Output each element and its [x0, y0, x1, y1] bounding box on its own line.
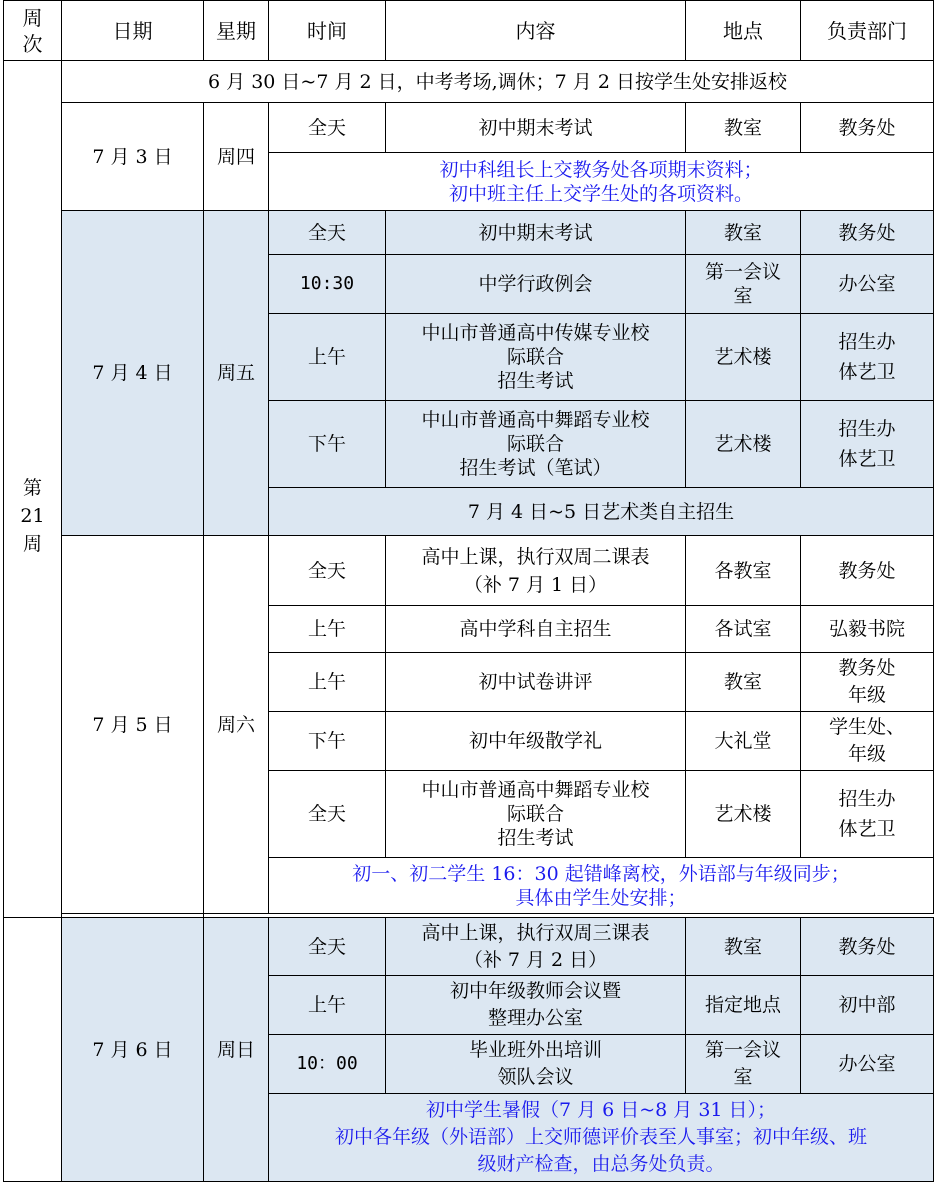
dept-cell: 教务处: [801, 211, 934, 255]
content-cell: 高中上课，执行双周二课表 （补 7 月 1 日）: [386, 536, 686, 606]
week-label: 第 21 周: [4, 61, 62, 972]
day-note: [269, 153, 934, 211]
place-cell: 艺术楼: [686, 401, 801, 488]
place-cell: 艺术楼: [686, 314, 801, 401]
header-content: 内容: [386, 1, 686, 61]
table-row: [4, 536, 934, 606]
note-line: 初中科组长上交教务处各项期末资料；: [439, 158, 763, 181]
dept-cell: 初中部: [801, 976, 934, 1035]
dept-cell: 办公室: [801, 255, 934, 314]
time-cell: 全天: [269, 211, 386, 255]
content-cell: 高中学科自主招生: [386, 606, 686, 653]
header-place: 地点: [686, 1, 801, 61]
time-cell: 全天: [269, 918, 386, 976]
place-cell: 各试室: [686, 606, 801, 653]
week-cell-lower: [4, 918, 62, 1182]
day-note: [269, 488, 934, 536]
table-row: [4, 103, 934, 153]
note-line: 初中各年级（外语部）上交师德评价表至人事室；初中年级、班: [334, 1126, 867, 1148]
table-row: [4, 211, 934, 255]
weekday-cell: 周六: [204, 536, 269, 914]
time-cell: 10:30: [269, 255, 386, 314]
dept-cell: 教务处: [801, 103, 934, 153]
dept-cell: 弘毅书院: [801, 606, 934, 653]
content-cell: 毕业班外出培训 领队会议: [386, 1035, 686, 1094]
dept-cell: 学生处、 年级: [801, 712, 934, 771]
header-date: 日期: [62, 1, 204, 61]
note-line: 级财产检查，由总务处负责。: [477, 1153, 725, 1175]
place-cell: 指定地点: [686, 976, 801, 1035]
dept-cell: 教务处: [801, 918, 934, 976]
dept-cell: 教务处 年级: [801, 653, 934, 712]
header-row: [4, 1, 934, 61]
table-row: [4, 918, 934, 976]
time-cell: 全天: [269, 103, 386, 153]
content-cell: 中学行政例会: [386, 255, 686, 314]
note-line: 7 月 4 日~5 日艺术类自主招生: [467, 500, 735, 523]
content-cell: 初中期末考试: [386, 211, 686, 255]
content-cell: 初中试卷讲评: [386, 653, 686, 712]
time-cell: 上午: [269, 314, 386, 401]
place-cell: 大礼堂: [686, 712, 801, 771]
dept-cell: 招生办 体艺卫: [801, 314, 934, 401]
content-cell: 中山市普通高中舞蹈专业校 际联合 招生考试: [386, 771, 686, 858]
note-line: 具体由学生处安排；: [515, 886, 687, 909]
place-cell: 教室: [686, 918, 801, 976]
day-note: [269, 1094, 934, 1182]
dept-cell: 招生办 体艺卫: [801, 771, 934, 858]
time-cell: 全天: [269, 536, 386, 606]
time-cell: 上午: [269, 976, 386, 1035]
content-cell: 初中年级教师会议暨 整理办公室: [386, 976, 686, 1035]
content-cell: 初中年级散学礼: [386, 712, 686, 771]
content-cell: 高中上课，执行双周三课表 （补 7 月 2 日）: [386, 918, 686, 976]
note-line: 初中班主任上交学生处的各项资料。: [448, 182, 753, 205]
content-cell: 中山市普通高中舞蹈专业校 际联合 招生考试（笔试）: [386, 401, 686, 488]
time-cell: 下午: [269, 712, 386, 771]
weekday-cell: 周四: [204, 103, 269, 211]
place-cell: 教室: [686, 103, 801, 153]
header-weekday: 星期: [204, 1, 269, 61]
time-cell: 下午: [269, 401, 386, 488]
header-time: 时间: [269, 1, 386, 61]
content-cell: 中山市普通高中传媒专业校 际联合 招生考试: [386, 314, 686, 401]
place-cell: 教室: [686, 653, 801, 712]
place-cell: 各教室: [686, 536, 801, 606]
header-week: 周次: [4, 1, 62, 61]
dept-cell: 教务处: [801, 536, 934, 606]
time-cell: 10：00: [269, 1035, 386, 1094]
dept-cell: 招生办 体艺卫: [801, 401, 934, 488]
date-cell: 7 月 3 日: [62, 103, 204, 211]
notice-top: 6 月 30 日~7 月 2 日，中考考场,调休；7 月 2 日按学生处安排返校: [62, 61, 934, 103]
date-cell: 7 月 4 日: [62, 211, 204, 536]
place-cell: 第一会议 室: [686, 255, 801, 314]
place-cell: 艺术楼: [686, 771, 801, 858]
content-cell: 初中期末考试: [386, 103, 686, 153]
time-cell: 全天: [269, 771, 386, 858]
time-cell: 上午: [269, 606, 386, 653]
time-cell: 上午: [269, 653, 386, 712]
day-note: [269, 858, 934, 914]
schedule-table-lower: [3, 917, 934, 1182]
schedule-table: [3, 0, 934, 972]
date-cell: 7 月 6 日: [62, 918, 204, 1182]
place-cell: 教室: [686, 211, 801, 255]
note-line: 初中学生暑假（7 月 6 日~8 月 31 日）；: [425, 1099, 777, 1121]
note-line: 初一、初二学生 16：30 起错峰离校，外语部与年级同步；: [352, 862, 850, 885]
weekday-cell: 周五: [204, 211, 269, 536]
place-cell: 第一会议 室: [686, 1035, 801, 1094]
date-cell: 7 月 5 日: [62, 536, 204, 914]
dept-cell: 办公室: [801, 1035, 934, 1094]
header-dept: 负责部门: [801, 1, 934, 61]
weekday-cell: 周日: [204, 918, 269, 1182]
